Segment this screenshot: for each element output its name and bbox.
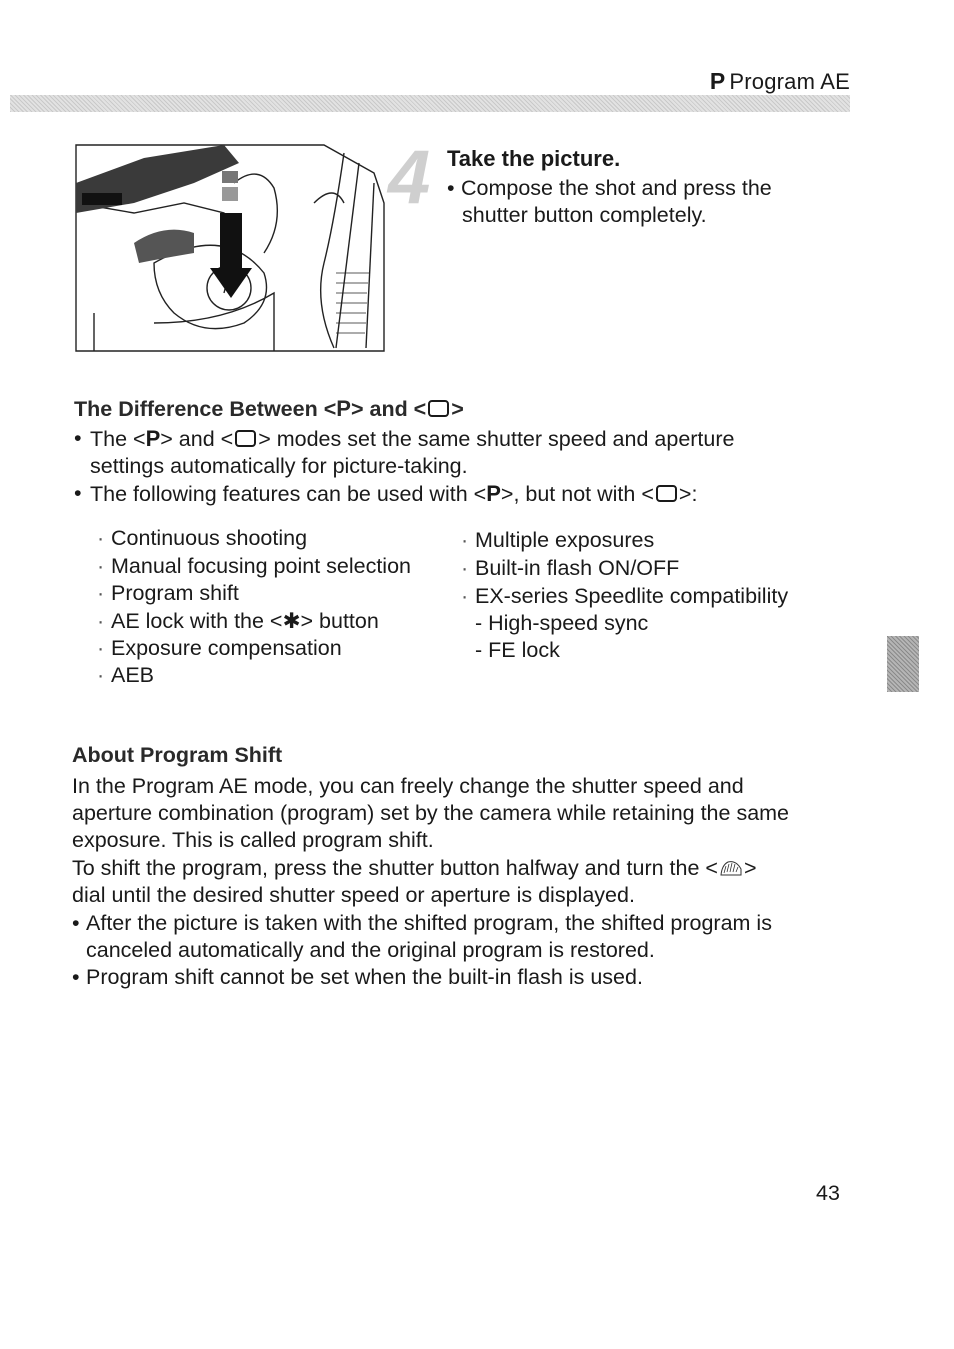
text: >: bbox=[678, 482, 698, 506]
list-item bbox=[97, 635, 342, 662]
text: canceled automatically and the original program is restored. bbox=[86, 938, 655, 962]
list-item bbox=[97, 525, 307, 552]
text: The following features can be used with < bbox=[90, 482, 487, 506]
program-shift-bullet-1 bbox=[72, 910, 862, 964]
step-text-line2: shutter button completely. bbox=[462, 203, 707, 227]
program-shift-bullet-2 bbox=[72, 964, 862, 991]
step-text-line1: Compose the shot and press the bbox=[461, 176, 772, 200]
para-line: > bbox=[743, 856, 757, 880]
para-line: To shift the program, press the shutter button halfway and turn the < bbox=[72, 856, 718, 880]
para-line: In the Program AE mode, you can freely change the shutter speed and bbox=[72, 774, 744, 798]
header-title bbox=[710, 68, 850, 95]
list-item bbox=[97, 608, 379, 635]
list-dot-icon: · bbox=[461, 584, 469, 608]
program-mode-icon: P bbox=[336, 396, 351, 421]
text: The < bbox=[90, 427, 146, 451]
list-item bbox=[97, 580, 239, 607]
program-mode-icon: P bbox=[709, 68, 726, 94]
heading-text: The Difference Between < bbox=[74, 397, 337, 421]
bullet-icon: • bbox=[447, 176, 455, 200]
heading-text: > and < bbox=[350, 397, 427, 421]
bullet-icon: • bbox=[72, 965, 80, 989]
list-dot-icon: · bbox=[461, 528, 469, 552]
header-rule bbox=[10, 95, 850, 112]
ae-lock-icon: ✱ bbox=[282, 609, 301, 633]
list-item bbox=[461, 527, 654, 554]
text: > and < bbox=[160, 427, 234, 451]
text: settings automatically for picture-taking. bbox=[90, 454, 468, 478]
program-shift-heading: About Program Shift bbox=[72, 743, 283, 767]
para-line: aperture combination (program) set by the camera while retaining the same bbox=[72, 801, 790, 825]
list-item-text: AE lock with the < bbox=[111, 609, 283, 633]
difference-bullet-1 bbox=[74, 425, 834, 480]
heading-text: > bbox=[451, 397, 464, 421]
para-line: exposure. This is called program shift. bbox=[72, 828, 434, 852]
list-item-text: > button bbox=[300, 609, 379, 633]
bullet-text bbox=[74, 480, 834, 508]
camera-shutter-illustration bbox=[74, 143, 386, 353]
step-instruction bbox=[447, 175, 827, 229]
text: >, but not with < bbox=[500, 482, 654, 506]
program-mode-icon: P bbox=[486, 481, 501, 506]
list-dot-icon: · bbox=[97, 663, 105, 687]
step-title: Take the picture. bbox=[447, 146, 621, 171]
header-title-text: Program AE bbox=[729, 69, 850, 94]
list-dot-icon: · bbox=[97, 581, 105, 605]
chapter-thumb-tab bbox=[887, 636, 919, 692]
list-item bbox=[461, 583, 788, 610]
bullet-text bbox=[74, 425, 834, 480]
list-item-text: Built-in flash ON/OFF bbox=[475, 556, 680, 580]
list-dot-icon: · bbox=[461, 556, 469, 580]
list-item-text: AEB bbox=[111, 663, 155, 687]
list-item bbox=[97, 662, 154, 689]
list-item-text: Manual focusing point selection bbox=[111, 554, 411, 578]
main-dial-icon bbox=[718, 859, 744, 877]
step-number: 4 bbox=[388, 135, 431, 220]
list-item-text: Multiple exposures bbox=[475, 528, 655, 552]
list-dot-icon: · bbox=[97, 609, 105, 633]
page-number: 43 bbox=[816, 1181, 840, 1205]
bullet-icon: • bbox=[74, 481, 82, 505]
text: > modes set the same shutter speed and aperture bbox=[258, 427, 735, 451]
list-dot-icon: · bbox=[97, 636, 105, 660]
text: After the picture is taken with the shifted program, the shifted program is bbox=[86, 911, 772, 935]
program-mode-icon: P bbox=[145, 426, 161, 451]
bullet-icon: • bbox=[74, 426, 82, 450]
list-item-text: EX-series Speedlite compatibility bbox=[475, 584, 789, 608]
sub-list-item: - High-speed sync bbox=[475, 611, 649, 635]
bullet-text: Program shift cannot be set when the built-in flash is used. bbox=[86, 965, 643, 989]
difference-bullet-2 bbox=[74, 480, 834, 508]
program-shift-para-2 bbox=[72, 855, 872, 909]
full-auto-mode-icon bbox=[235, 430, 256, 447]
difference-heading bbox=[74, 396, 464, 422]
full-auto-mode-icon bbox=[428, 400, 449, 417]
program-shift-para-1 bbox=[72, 773, 872, 854]
bullet-text bbox=[72, 910, 862, 964]
full-auto-mode-icon bbox=[656, 485, 677, 502]
list-dot-icon: · bbox=[97, 526, 105, 550]
list-dot-icon: · bbox=[97, 554, 105, 578]
list-item-text: Program shift bbox=[111, 581, 239, 605]
list-item bbox=[461, 555, 679, 582]
sub-list-item: - FE lock bbox=[475, 638, 560, 662]
para-line: dial until the desired shutter speed or aperture is displayed. bbox=[72, 883, 635, 907]
list-item-text: Continuous shooting bbox=[111, 526, 308, 550]
bullet-icon: • bbox=[72, 911, 80, 935]
list-item-text: Exposure compensation bbox=[111, 636, 342, 660]
list-item bbox=[97, 553, 411, 580]
